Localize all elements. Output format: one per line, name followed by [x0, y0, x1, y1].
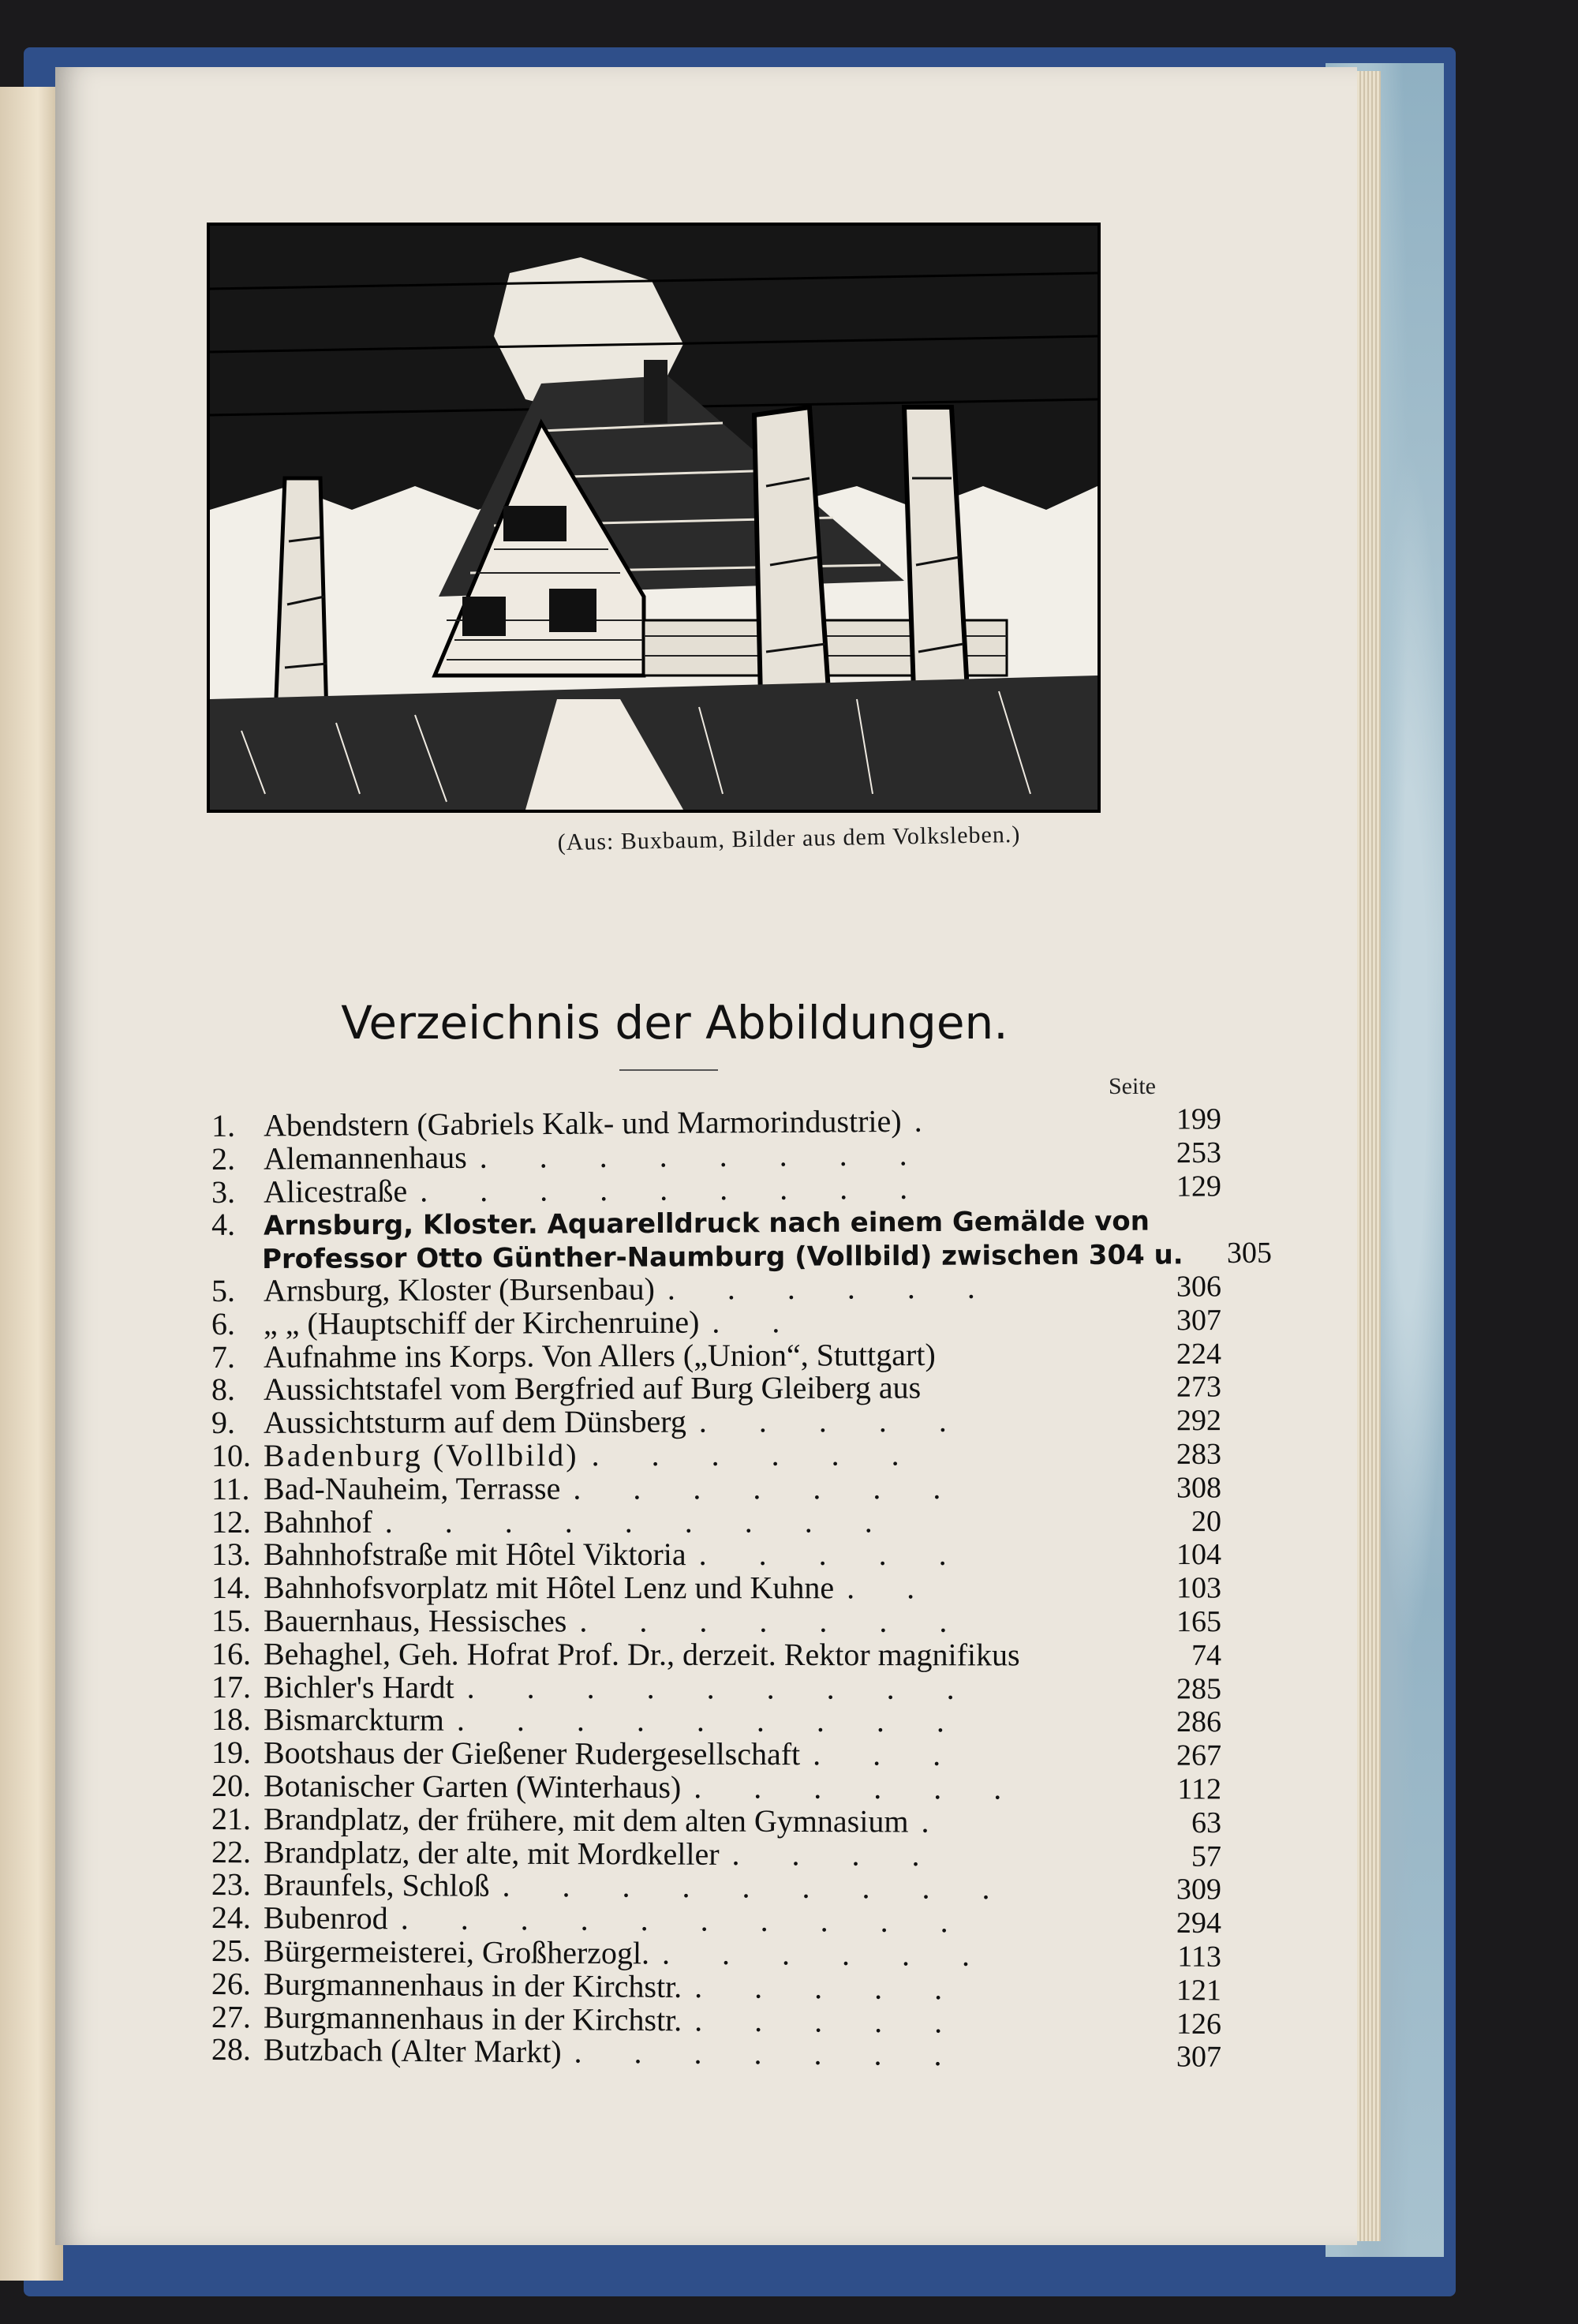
entry-page-number: 294 — [1176, 1907, 1222, 1940]
entry-page-number: 286 — [1176, 1705, 1222, 1739]
entry-title: Burgmannenhaus in der Kirchstr. — [263, 1999, 682, 2038]
entry-page-number: 57 — [1191, 1839, 1222, 1873]
entry-page-number: 103 — [1176, 1571, 1222, 1605]
entry-number: 27. — [211, 1998, 252, 2034]
leader-dots: . . . . . . . — [574, 2034, 964, 2073]
leader-dots: . . . . . . . . — [479, 1136, 929, 1175]
entry-number: 23. — [211, 1866, 252, 1903]
entry-number: 14. — [211, 1570, 252, 1606]
title-divider — [619, 1069, 718, 1071]
entry-title: Behaghel, Geh. Hofrat Prof. Dr., derzeit. Rektor magnifikus — [263, 1635, 1020, 1673]
entry-number: 15. — [211, 1603, 252, 1639]
leader-dots: . . . . . . . . . — [456, 1702, 967, 1739]
leader-dots: . . . . . . . . . — [466, 1669, 977, 1706]
leader-dots: . . . . . . . . . — [419, 1169, 930, 1209]
page-title: Verzeichnis der Abbildungen. — [341, 996, 1008, 1050]
entry-page-number: 309 — [1176, 1873, 1222, 1907]
entry-page-number: 63 — [1191, 1806, 1222, 1839]
entry-page-number: 292 — [1176, 1404, 1222, 1438]
index-entry — [211, 1635, 1222, 1673]
entry-page-number: 306 — [1176, 1270, 1222, 1304]
leader-dots: . . . . . — [694, 1968, 965, 2007]
entry-title: Aussichtstafel vom Bergfried auf Burg Gleiberg aus — [263, 1369, 922, 1408]
entry-title: Bauernhaus, Hessisches — [263, 1603, 567, 1639]
entry-number: 7. — [211, 1338, 236, 1375]
entry-number: 28. — [211, 2031, 252, 2068]
entry-page-number: 224 — [1176, 1337, 1222, 1371]
entry-page-number: 285 — [1176, 1671, 1222, 1706]
leader-dots: . . — [847, 1570, 937, 1606]
index-entry — [211, 1668, 1222, 1706]
leader-dots: . . . . . . . . . — [502, 1868, 1012, 1907]
entry-title: Brandplatz, der alte, mit Mordkeller — [263, 1833, 720, 1872]
entry-title: Bürgermeisterei, Großherzogl. — [263, 1933, 650, 1971]
entry-page-number: 126 — [1176, 2007, 1222, 2041]
entry-page-number: 253 — [1176, 1136, 1222, 1169]
entry-title: Braunfels, Schloß — [263, 1866, 490, 1904]
leader-dots: . — [921, 1803, 952, 1839]
entry-title: Alemannenhaus — [263, 1139, 467, 1177]
entry-title: Bubenrod — [263, 1899, 388, 1937]
index-entry — [211, 1403, 1222, 1441]
index-entry — [211, 1369, 1222, 1408]
entry-page-number: 267 — [1176, 1738, 1222, 1772]
entry-number: 26. — [211, 1965, 252, 2002]
entry-number: 9. — [211, 1405, 236, 1441]
leader-dots: . . . . . . — [694, 1769, 1024, 1806]
entry-title: Burgmannenhaus in der Kirchstr. — [263, 1966, 682, 2004]
entry-number: 11. — [211, 1470, 250, 1506]
leader-dots: . . . . . — [698, 1536, 969, 1573]
entry-number: 19. — [211, 1735, 252, 1771]
index-entry — [211, 1336, 1222, 1375]
entry-page-number: 129 — [1176, 1169, 1222, 1203]
entry-title: Bahnhofstraße mit Hôtel Viktoria — [263, 1536, 686, 1573]
entry-title: Professor Otto Günther-Naumburg (Vollbild) zwischen 304 u. — [261, 1239, 1184, 1276]
entry-page-number: 305 — [1226, 1236, 1273, 1271]
entry-page-number: 165 — [1176, 1605, 1222, 1639]
entry-number: 22. — [211, 1833, 252, 1869]
entry-title: Badenburg (Vollbild) — [263, 1437, 579, 1473]
entry-number: 4. — [211, 1207, 236, 1243]
entry-page-number: 273 — [1176, 1370, 1222, 1404]
entry-number: 18. — [211, 1701, 252, 1738]
leader-dots: . . . . — [731, 1836, 942, 1873]
entry-title: Abendstern (Gabriels Kalk- und Marmorindustrie) — [263, 1102, 902, 1143]
leader-dots: . . . . . . . . . — [384, 1503, 895, 1540]
index-entry — [211, 1303, 1222, 1342]
entry-page-number: 74 — [1191, 1638, 1222, 1672]
entry-page-number: 112 — [1177, 1772, 1222, 1806]
index-entry — [211, 1503, 1222, 1540]
page-column-label: Seite — [1109, 1073, 1156, 1099]
index-entry — [211, 1701, 1222, 1739]
leader-dots: . . . . . . . . . . — [400, 1900, 970, 1940]
entry-number: 12. — [211, 1503, 252, 1540]
entry-page-number: 307 — [1176, 1303, 1222, 1338]
entry-page-number: 121 — [1176, 1973, 1222, 2008]
entry-title: Bootshaus der Gießener Rudergesellschaft — [263, 1735, 801, 1772]
entry-title: Arnsburg, Kloster. Aquarelldruck nach einem Gemälde von — [263, 1205, 1150, 1243]
entry-title: Bahnhofsvorplatz mit Hôtel Lenz und Kuhne — [263, 1570, 835, 1606]
entry-number: 5. — [211, 1272, 236, 1308]
entry-title: „ „ (Hauptschiff der Kirchenruine) — [263, 1304, 700, 1342]
entry-number: 10. — [211, 1437, 252, 1473]
entry-number: 6. — [211, 1305, 236, 1342]
entry-title: Aussichtsturm auf dem Dünsberg — [263, 1403, 686, 1441]
entry-number: 25. — [211, 1933, 252, 1969]
entry-number: 1. — [211, 1107, 236, 1143]
index-entry — [211, 1570, 1222, 1606]
leader-dots: . . . . . — [694, 2001, 965, 2040]
leader-dots: . . . . . . — [667, 1269, 997, 1307]
index-entry — [211, 1536, 1222, 1573]
entry-number: 3. — [211, 1173, 236, 1210]
leader-dots: . . . — [813, 1736, 963, 1773]
entry-title: Bad-Nauheim, Terrasse — [263, 1470, 561, 1506]
index-entry — [211, 1436, 1222, 1473]
entry-number: 24. — [211, 1899, 252, 1936]
leader-dots: . . . . . . — [591, 1436, 922, 1473]
entry-page-number: 104 — [1176, 1538, 1222, 1572]
entry-title: Botanischer Garten (Winterhaus) — [263, 1768, 682, 1806]
entry-title: Alicestraße — [263, 1173, 408, 1210]
entry-number: 17. — [211, 1668, 252, 1705]
leader-dots: . . . . . . . — [573, 1469, 963, 1506]
entry-page-number: 307 — [1176, 2040, 1222, 2075]
leader-dots: . . . . . . . — [579, 1603, 970, 1639]
left-page-edge — [0, 87, 63, 2281]
entry-title: Butzbach (Alter Markt) — [263, 2031, 562, 2070]
entry-page-number: 20 — [1191, 1504, 1222, 1538]
entry-page-number: 308 — [1176, 1471, 1222, 1505]
leader-dots: . . — [712, 1303, 802, 1340]
entry-number: 13. — [211, 1536, 252, 1573]
entry-number: 20. — [211, 1768, 252, 1804]
entry-number: 21. — [211, 1800, 252, 1836]
entry-page-number: 283 — [1176, 1437, 1222, 1471]
forest-house-engraving-icon — [207, 223, 1101, 813]
entry-title: Aufnahme ins Korps. Von Allers („Union“, Stuttgart) — [263, 1336, 936, 1375]
entry-page-number: 113 — [1177, 1940, 1222, 1974]
illustration-caption: (Aus: Buxbaum, Bilder aus dem Volksleben.) — [557, 821, 1021, 856]
entry-title: Brandplatz, der frühere, mit dem alten Gymnasium — [263, 1801, 909, 1839]
leader-dots: . — [914, 1102, 944, 1139]
leader-dots: . . . . . . — [661, 1935, 993, 1974]
entry-page-number: 199 — [1176, 1102, 1222, 1136]
index-entry — [211, 1469, 1222, 1506]
leader-dots: . . . . . — [698, 1403, 969, 1439]
entry-number: 8. — [211, 1372, 236, 1408]
entry-title: Arnsburg, Kloster (Bursenbau) — [263, 1271, 655, 1308]
entry-title: Bichler's Hardt — [263, 1668, 454, 1705]
entry-number: 16. — [211, 1635, 252, 1671]
index-entry — [211, 1269, 1222, 1308]
entry-number: 2. — [211, 1140, 236, 1177]
entry-title: Bahnhof — [263, 1503, 372, 1540]
entry-title: Bismarckturm — [263, 1701, 444, 1738]
index-entry — [211, 1603, 1222, 1639]
